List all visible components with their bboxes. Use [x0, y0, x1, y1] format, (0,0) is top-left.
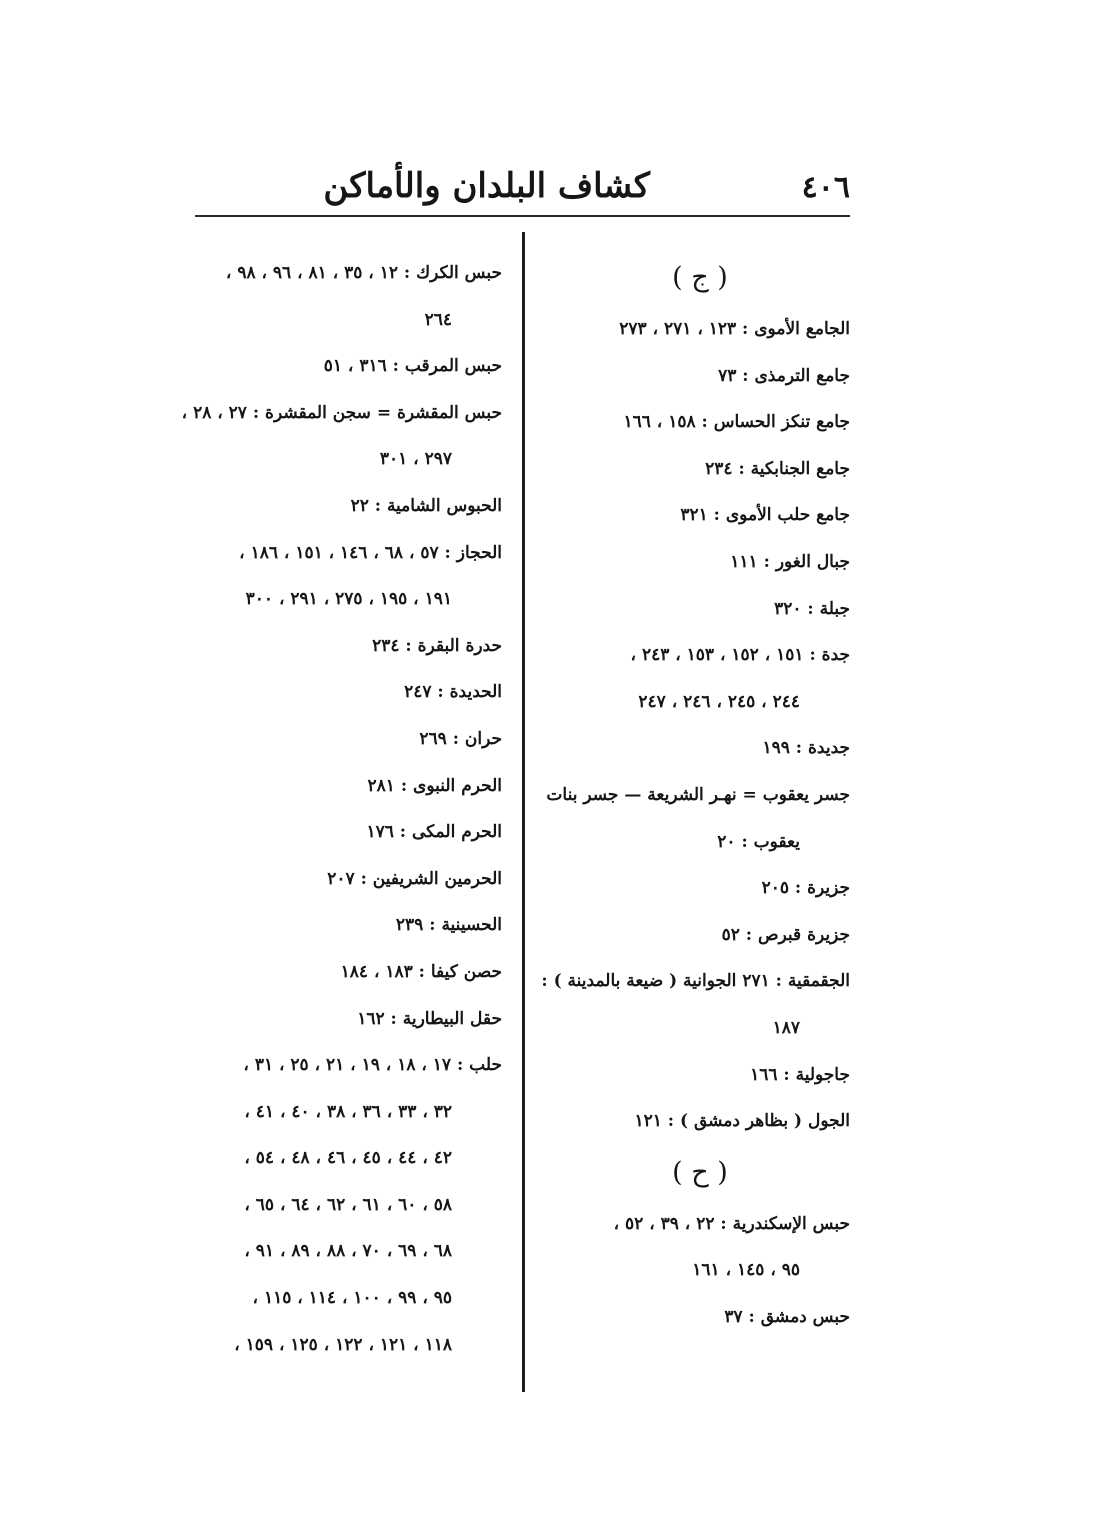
- index-entry: حبس المرقب : ٣١٦ ، ٥١: [323, 356, 502, 377]
- index-entry: حدرة البقرة : ٢٣٤: [372, 635, 502, 656]
- index-entry: جبلة : ٣٢٠: [774, 598, 850, 619]
- index-entry: جامع تنكز الحساس : ١٥٨ ، ١٦٦: [623, 412, 850, 433]
- index-entry-continuation: ٥٨ ، ٦٠ ، ٦١ ، ٦٢ ، ٦٤ ، ٦٥ ،: [244, 1194, 452, 1215]
- index-entry: جامع حلب الأموى : ٣٢١: [680, 505, 850, 526]
- index-entry: جامع الجنابكية : ٢٣٤: [705, 458, 850, 479]
- index-entry-continuation: ٢٦٤: [424, 309, 452, 330]
- index-entry: الحرم المكى : ١٧٦: [366, 822, 502, 843]
- index-entry-continuation: ٩٥ ، ٩٩ ، ١٠٠ ، ١١٤ ، ١١٥ ،: [252, 1288, 452, 1309]
- index-entry: حصن كيفا : ١٨٣ ، ١٨٤: [340, 961, 502, 982]
- index-entry: الحرمين الشريفين : ٢٠٧: [327, 868, 502, 889]
- index-entry: جزيرة قبرص : ٥٢: [721, 924, 850, 945]
- index-entry: حبس الكرك : ١٢ ، ٣٥ ، ٨١ ، ٩٦ ، ٩٨ ،: [225, 263, 502, 283]
- index-entry: الحبوس الشامية : ٢٢: [350, 495, 502, 516]
- header-rule: [195, 215, 850, 217]
- index-entry: حبس المقشرة = سجن المقشرة : ٢٧ ، ٢٨ ،: [181, 402, 502, 423]
- index-column-right: [541, 250, 850, 1340]
- index-entry: حبس الإسكندرية : ٢٢ ، ٣٩ ، ٥٢ ،: [613, 1213, 850, 1234]
- index-entry: الحديدة : ٢٤٧: [404, 682, 502, 703]
- index-entry-continuation: ١٩١ ، ١٩٥ ، ٢٧٥ ، ٢٩١ ، ٣٠٠: [245, 589, 452, 610]
- page-number: ٤٠٦: [801, 170, 850, 205]
- index-entry: جدة : ١٥١ ، ١٥٢ ، ١٥٣ ، ٢٤٣ ،: [630, 645, 850, 666]
- index-entry: الحسينية : ٢٣٩: [395, 915, 502, 936]
- index-entry: الجقمقية : ٢٧١ الجوانية ( ضيعة بالمدينة ) :: [541, 971, 850, 992]
- index-entry: جبال الغور : ١١١: [730, 551, 850, 572]
- index-entry-continuation: ٤٢ ، ٤٤ ، ٤٥ ، ٤٦ ، ٤٨ ، ٥٤ ،: [244, 1148, 452, 1169]
- index-entry: حقل البيطارية : ١٦٢: [357, 1008, 502, 1029]
- index-entry-continuation: ١٨٧: [772, 1017, 800, 1038]
- index-entry-continuation: ١١٨ ، ١٢١ ، ١٢٢ ، ١٢٥ ، ١٥٩ ،: [234, 1334, 452, 1355]
- index-entry: حبس دمشق : ٣٧: [724, 1306, 850, 1327]
- index-entry: جزيرة : ٢٠٥: [761, 878, 850, 899]
- index-entry-continuation: ٩٥ ، ١٤٥ ، ١٦١: [692, 1260, 800, 1281]
- index-entry: حران : ٢٦٩: [419, 728, 502, 749]
- column-divider: [522, 232, 525, 1392]
- index-entry: جامع الترمذى : ٧٣: [718, 365, 850, 386]
- index-entry: جديدة : ١٩٩: [762, 738, 850, 759]
- index-entry: الحجاز : ٥٧ ، ٦٨ ، ١٤٦ ، ١٥١ ، ١٨٦ ،: [239, 542, 502, 563]
- index-entry-continuation: ٦٨ ، ٦٩ ، ٧٠ ، ٨٨ ، ٨٩ ، ٩١ ،: [244, 1241, 452, 1262]
- index-entry-continuation: يعقوب : ٢٠: [717, 831, 800, 852]
- section-letter-heading: ( ج ): [672, 262, 728, 293]
- index-entry-continuation: ٢٤٤ ، ٢٤٥ ، ٢٤٦ ، ٢٤٧: [638, 691, 800, 712]
- index-column-left: [181, 250, 502, 1368]
- index-entry: جاجولية : ١٦٦: [750, 1064, 850, 1085]
- index-entry: الجول ( بظاهر دمشق ) : ١٢١: [634, 1111, 850, 1132]
- index-entry: الحرم النبوى : ٢٨١: [367, 775, 502, 796]
- page-title: كشاف البلدان والأماكن: [323, 166, 650, 206]
- index-entry-continuation: ٣٢ ، ٣٣ ، ٣٦ ، ٣٨ ، ٤٠ ، ٤١ ،: [244, 1101, 452, 1122]
- index-entry: جسر يعقوب = نهـر الشريعة — جسر بنات: [546, 784, 850, 805]
- section-letter-heading: ( ح ): [672, 1156, 728, 1188]
- index-entry: الجامع الأموى : ١٢٣ ، ٢٧١ ، ٢٧٣: [619, 319, 850, 339]
- index-entry-continuation: ٢٩٧ ، ٣٠١: [379, 449, 452, 470]
- page-header: [195, 160, 850, 210]
- index-entry: حلب : ١٧ ، ١٨ ، ١٩ ، ٢١ ، ٢٥ ، ٣١ ،: [243, 1055, 502, 1076]
